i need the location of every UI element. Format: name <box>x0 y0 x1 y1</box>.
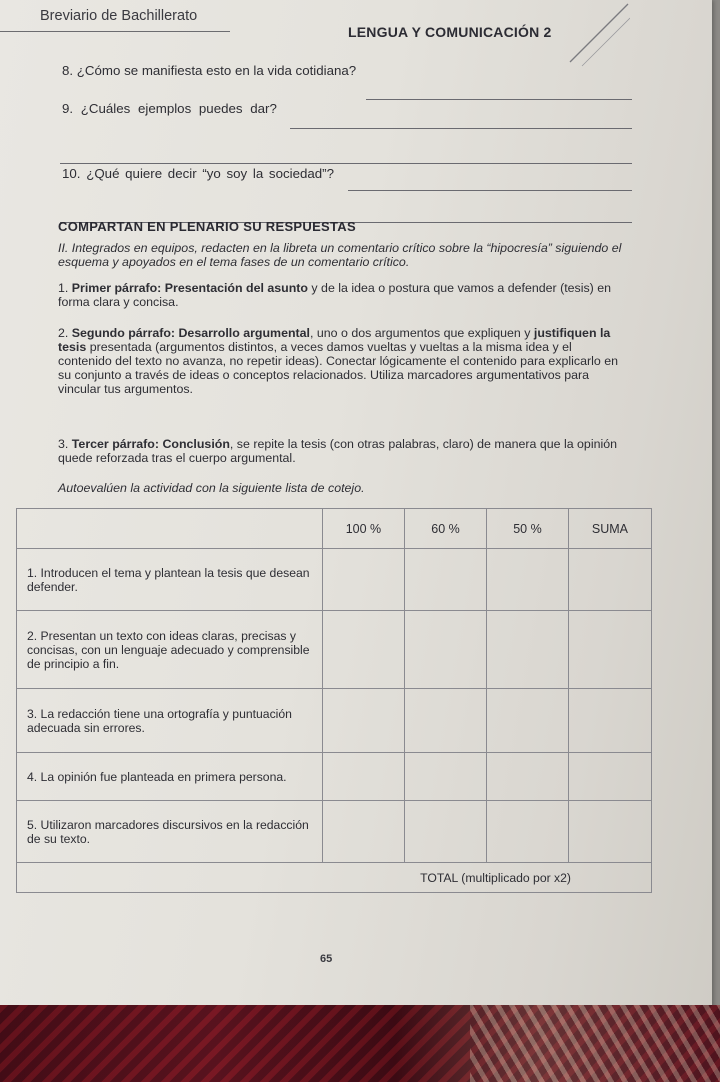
score-cell[interactable] <box>322 753 404 801</box>
paragraph-3-instruction <box>58 437 628 465</box>
book-title: Breviario de Bachillerato <box>40 8 198 24</box>
total-row <box>17 863 652 893</box>
table-row <box>17 689 652 753</box>
total-label: TOTAL (multiplicado por x2) <box>17 863 652 893</box>
item-bold: Tercer párrafo: Conclusión <box>71 437 230 451</box>
question-8 <box>62 63 356 78</box>
score-cell[interactable] <box>322 611 404 689</box>
score-cell[interactable] <box>487 549 569 611</box>
score-cell[interactable] <box>322 689 404 753</box>
criteria-header <box>17 509 323 549</box>
item-text: presentada (argumentos distintos, a veces damos vueltas y vueltas a la misma idea y el contenido del texto no avanza, no repetir ideas). Conectar lógicamente el contenido para explicarlo en su conjunto a través de ideas o conceptos relacionados. Utiliza marcadores argumentativos para vincular tus argumentos. <box>58 340 618 396</box>
score-cell[interactable] <box>405 611 487 689</box>
plenary-heading: COMPARTAN EN PLENARIO SU RESPUESTAS <box>58 219 356 234</box>
item-text: , se repite la tesis (con otras palabras, claro) de manera que la opinión quede reforzada tras el cuerpo argumental. <box>58 437 617 465</box>
question-10 <box>62 166 334 181</box>
item-bold: justifiquen la tesis <box>58 326 611 354</box>
column-header: 100 % <box>322 509 404 549</box>
item-text: y de la idea o postura que vamos a defender (tesis) en forma clara y concisa. <box>58 281 612 309</box>
self-evaluation-note: Autoevalúen la actividad con la siguiente lista de cotejo. <box>58 481 365 495</box>
score-cell[interactable] <box>568 801 651 863</box>
table-row <box>17 801 652 863</box>
score-cell[interactable] <box>487 801 569 863</box>
header-rule <box>0 31 230 32</box>
score-cell[interactable] <box>568 753 651 801</box>
question-9 <box>62 101 277 116</box>
paragraph-1-instruction <box>58 281 618 309</box>
score-cell[interactable] <box>405 801 487 863</box>
criterion-cell: 4. La opinión fue planteada en primera persona. <box>17 753 323 801</box>
score-cell[interactable] <box>405 689 487 753</box>
score-cell[interactable] <box>487 753 569 801</box>
column-header: 60 % <box>405 509 487 549</box>
table-row <box>17 611 652 689</box>
item-bold: Primer párrafo: Presentación del asunto <box>71 281 308 295</box>
table-row <box>17 549 652 611</box>
score-cell[interactable] <box>568 549 651 611</box>
score-cell[interactable] <box>568 611 651 689</box>
item-bold: Segundo párrafo: Desarrollo argumental <box>71 326 310 340</box>
answer-line[interactable] <box>60 163 632 164</box>
score-cell[interactable] <box>487 689 569 753</box>
table-header-row <box>17 509 652 549</box>
score-cell[interactable] <box>487 611 569 689</box>
score-cell[interactable] <box>405 549 487 611</box>
question-number: 8. <box>62 63 74 78</box>
answer-line[interactable] <box>366 99 632 100</box>
page-number: 65 <box>320 953 333 965</box>
background-fabric-pattern <box>470 1005 720 1082</box>
score-cell[interactable] <box>405 753 487 801</box>
table-row <box>17 753 652 801</box>
paragraph-2-instruction <box>58 326 628 396</box>
instructions-intro: II. Integrados en equipos, redacten en la libreta un comentario crítico sobre la “hipocresía” siguiendo el esquema y apoyados en el tema fases de un comentario crítico. <box>58 241 622 269</box>
question-text: ¿Cuáles ejemplos puedes dar? <box>80 101 277 116</box>
subject-title: LENGUA Y COMUNICACIÓN 2 <box>348 24 552 40</box>
question-text: ¿Cómo se manifiesta esto en la vida cotidiana? <box>76 63 357 78</box>
item-number: 2. <box>58 326 72 340</box>
item-number: 1. <box>58 281 72 295</box>
item-number: 3. <box>58 437 72 451</box>
score-cell[interactable] <box>322 801 404 863</box>
criterion-cell: 1. Introducen el tema y plantean la tesis que desean defender. <box>17 549 323 611</box>
column-header: SUMA <box>568 509 651 549</box>
answer-line[interactable] <box>290 128 632 129</box>
answer-line[interactable] <box>348 190 632 191</box>
item-text: , uno o dos argumentos que expliquen y <box>310 326 534 340</box>
checklist-table <box>16 508 652 893</box>
pencil-mark-decoration <box>560 0 630 70</box>
question-number: 10. <box>62 166 81 181</box>
score-cell[interactable] <box>568 689 651 753</box>
question-text: ¿Qué quiere decir “yo soy la sociedad”? <box>86 166 334 181</box>
criterion-cell: 5. Utilizaron marcadores discursivos en la redacción de su texto. <box>17 801 323 863</box>
column-header: 50 % <box>487 509 569 549</box>
score-cell[interactable] <box>322 549 404 611</box>
question-number: 9. <box>62 101 74 116</box>
criterion-cell: 2. Presentan un texto con ideas claras, precisas y concisas, con un lenguaje adecuado y comprensible de principio a fin. <box>17 611 323 689</box>
criterion-cell: 3. La redacción tiene una ortografía y puntuación adecuada sin errores. <box>17 689 323 753</box>
